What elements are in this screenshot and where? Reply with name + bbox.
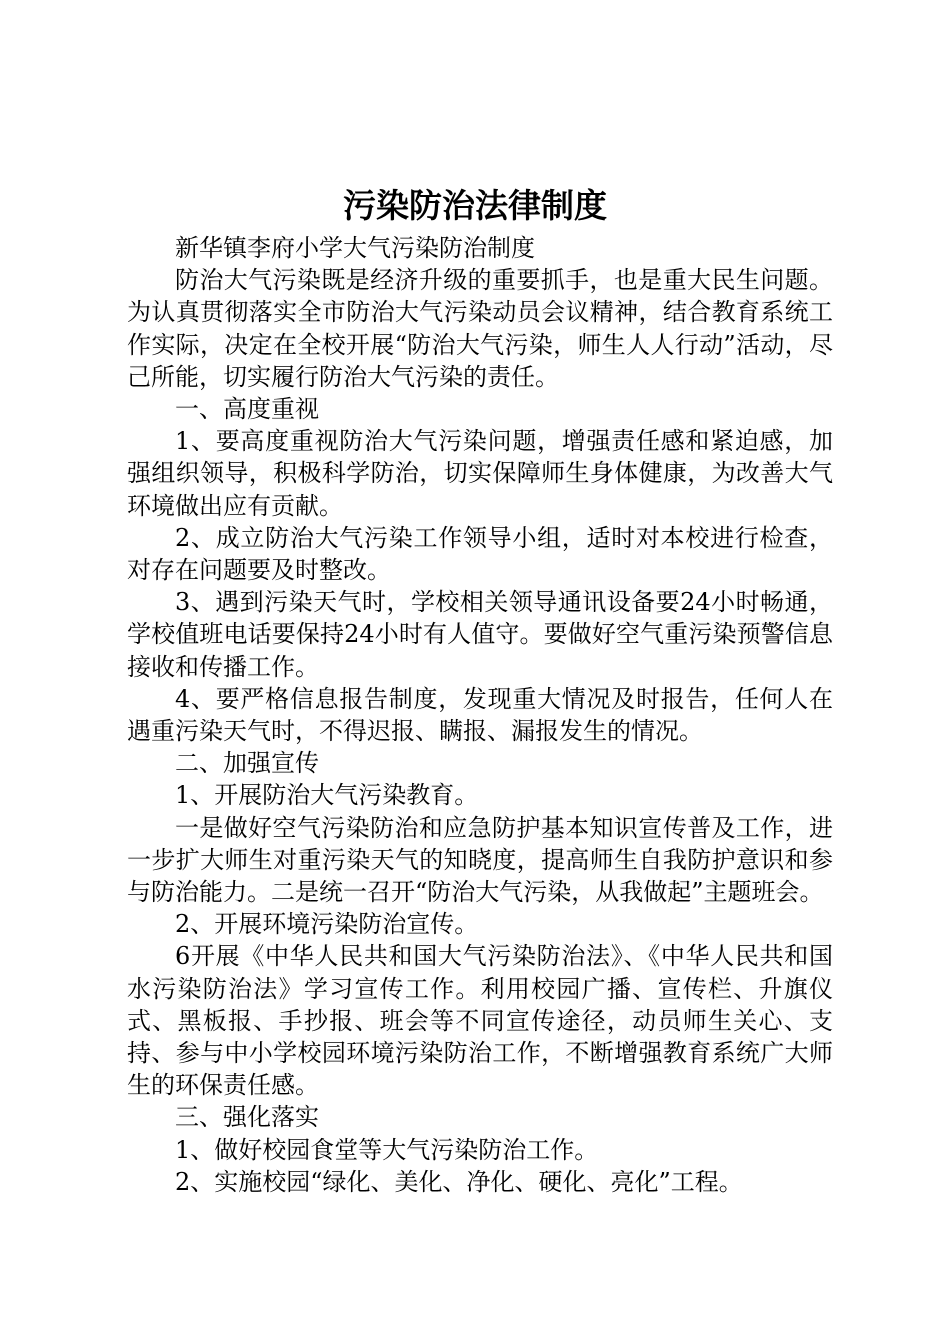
paragraph-item: 2、成立防治大气污染工作领导小组，适时对本校进行检查，对存在问题要及时整改。 bbox=[127, 523, 833, 585]
paragraph-item: 3、遇到污染天气时，学校相关领导通讯设备要24小时畅通，学校值班电话要保持24小时有人值守。要做好空气重污染预警信息接收和传播工作。 bbox=[127, 588, 833, 681]
paragraph-item: 1、做好校园食堂等大气污染防治工作。 bbox=[175, 1135, 599, 1164]
section-heading-1: 一、高度重视 bbox=[175, 395, 319, 424]
section-heading-3: 三、强化落实 bbox=[175, 1103, 319, 1132]
paragraph-item: 4、要严格信息报告制度，发现重大情况及时报告，任何人在遇重污染天气时，不得迟报、瞒报、漏报发生的情况。 bbox=[127, 684, 833, 746]
paragraph-item: 2、开展环境污染防治宣传。 bbox=[175, 910, 479, 939]
document-body bbox=[127, 232, 833, 1198]
paragraph-item: 1、要高度重视防治大气污染问题，增强责任感和紧迫感，加强组织领导，积极科学防治，切实保障师生身体健康，为改善大气环境做出应有贡献。 bbox=[127, 427, 833, 520]
paragraph-intro: 防治大气污染既是经济升级的重要抓手，也是重大民生问题。为认真贯彻落实全市防治大气污染动员会议精神，结合教育系统工作实际，决定在全校开展“防治大气污染，师生人人行动”活动，尽己所能，切实履行防治大气污染的责任。 bbox=[127, 266, 833, 391]
paragraph-item: 1、开展防治大气污染教育。 bbox=[175, 781, 479, 810]
paragraph-item: 6开展《中华人民共和国大气污染防治法》、《中华人民共和国水污染防治法》学习宣传工作。利用校园广播、宣传栏、升旗仪式、黑板报、手抄报、班会等不同宣传途径，动员师生关心、支持、参与中小学校园环境污染防治工作，不断增强教育系统广大师生的环保责任感。 bbox=[127, 942, 833, 1100]
paragraph-subtitle: 新华镇李府小学大气污染防治制度 bbox=[175, 234, 535, 262]
paragraph-item: 一是做好空气污染防治和应急防护基本知识宣传普及工作，进一步扩大师生对重污染天气的知晓度，提高师生自我防护意识和参与防治能力。二是统一召开“防治大气污染，从我做起”主题班会。 bbox=[127, 813, 833, 907]
section-heading-2: 二、加强宣传 bbox=[175, 749, 319, 778]
document-title: 污染防治法律制度 bbox=[343, 186, 607, 225]
paragraph-item: 2、实施校园“绿化、美化、净化、硬化、亮化”工程。 bbox=[175, 1167, 743, 1196]
